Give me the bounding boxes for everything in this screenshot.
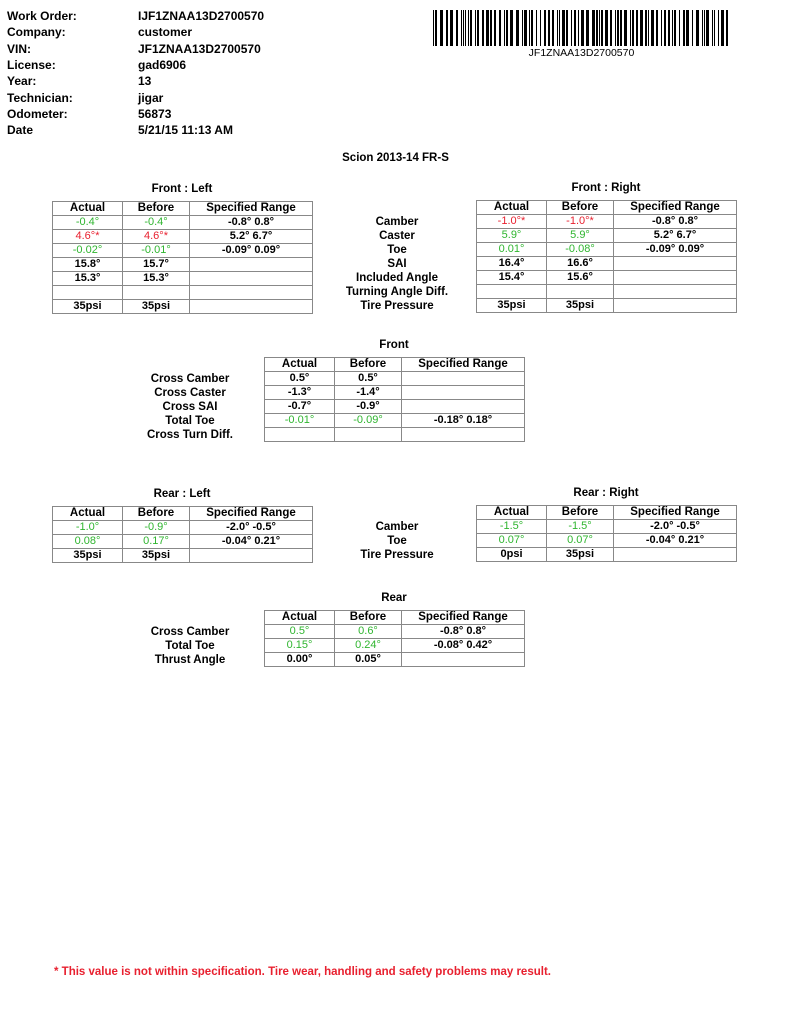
table-row [265, 414, 525, 428]
barcode-bar [632, 10, 634, 46]
range-cell: -0.8° 0.8° [402, 625, 525, 639]
barcode-bar [704, 10, 705, 46]
rear-cross-table [264, 610, 525, 667]
before-cell: -0.01° [123, 244, 190, 258]
actual-cell: 0.08° [53, 535, 123, 549]
barcode-bar [482, 10, 484, 46]
before-cell: 15.6° [547, 271, 614, 285]
before-cell [547, 285, 614, 299]
range-cell [614, 285, 737, 299]
barcode-bar [605, 10, 608, 46]
actual-cell: 4.6°* [53, 230, 123, 244]
range-cell: -2.0° -0.5° [190, 521, 313, 535]
barcode-bar [714, 10, 715, 46]
before-cell: 0.05° [335, 653, 402, 667]
before-cell: -1.5° [547, 520, 614, 534]
barcode-bar [581, 10, 584, 46]
before-cell: 0.24° [335, 639, 402, 653]
header-label: Technician: [7, 90, 73, 105]
measurement-label: Cross Camber [150, 626, 230, 638]
barcode-bar [516, 10, 519, 46]
column-header-range: Specified Range [190, 202, 313, 216]
barcode-bar [566, 10, 568, 46]
header-row-technician [7, 89, 337, 105]
rear-right-title: Rear : Right [573, 487, 639, 499]
before-cell [335, 428, 402, 442]
actual-cell: 15.4° [477, 271, 547, 285]
range-cell [402, 653, 525, 667]
range-cell: -0.04° 0.21° [614, 534, 737, 548]
actual-cell: 0.5° [265, 372, 335, 386]
actual-cell: 0psi [477, 548, 547, 562]
barcode-bar [446, 10, 448, 46]
table-row [53, 535, 313, 549]
barcode-bar [630, 10, 631, 46]
barcode-bar [440, 10, 443, 46]
before-cell: 35psi [123, 549, 190, 563]
before-cell: 35psi [547, 548, 614, 562]
table-row [53, 521, 313, 535]
barcode-bar [524, 10, 527, 46]
header-value: 56873 [138, 106, 172, 121]
range-cell [614, 271, 737, 285]
range-cell [402, 372, 525, 386]
header-label: VIN: [7, 41, 31, 56]
barcode-bar [494, 10, 496, 46]
table-row [265, 625, 525, 639]
table-row [477, 548, 737, 562]
table-row [477, 285, 737, 299]
table-row [477, 215, 737, 229]
header-row-license [7, 57, 337, 73]
barcode-bar [645, 10, 647, 46]
before-cell [123, 286, 190, 300]
table-row [265, 428, 525, 442]
table-row [265, 372, 525, 386]
range-cell [614, 257, 737, 271]
header-label: Date [7, 123, 34, 138]
actual-cell: -1.0° [53, 521, 123, 535]
actual-cell: -1.0°* [477, 215, 547, 229]
barcode-bar [620, 10, 622, 46]
barcode-bar [640, 10, 643, 46]
barcode-bar [721, 10, 724, 46]
table-row [53, 549, 313, 563]
barcode-bar [531, 10, 533, 46]
header-label: Year: [7, 74, 37, 89]
column-header-actual: Actual [477, 201, 547, 215]
header-row-company [7, 24, 337, 40]
barcode-bar [562, 10, 565, 46]
column-header-range: Specified Range [402, 358, 525, 372]
header-value: JF1ZNAA13D2700570 [138, 41, 261, 56]
front-right-title: Front : Right [571, 182, 641, 194]
range-cell: -0.8° 0.8° [190, 216, 313, 230]
header-value: gad6906 [138, 58, 187, 73]
barcode-bar [668, 10, 670, 46]
rear-cross-labels [118, 625, 262, 667]
table-row [53, 258, 313, 272]
range-cell: -2.0° -0.5° [614, 520, 737, 534]
vin-barcode [433, 10, 733, 60]
barcode-bar [706, 10, 709, 46]
actual-cell: 0.07° [477, 534, 547, 548]
measurement-label: Camber [375, 521, 419, 533]
barcode-bar [486, 10, 489, 46]
barcode-bar [477, 10, 479, 46]
barcode-bar [679, 10, 680, 46]
table-row [265, 653, 525, 667]
actual-cell: -1.3° [265, 386, 335, 400]
table-row [53, 244, 313, 258]
before-cell: -0.08° [547, 243, 614, 257]
barcode-text: JF1ZNAA13D2700570 [528, 47, 635, 59]
header-row-year [7, 73, 337, 89]
barcode-bar [718, 10, 719, 46]
column-header-range: Specified Range [614, 201, 737, 215]
barcode-bar [433, 10, 434, 46]
actual-cell: 15.8° [53, 258, 123, 272]
table-row [477, 271, 737, 285]
column-header-before: Before [547, 506, 614, 520]
barcode-bar [692, 10, 693, 46]
range-cell: -0.04° 0.21° [190, 535, 313, 549]
barcode-bar [596, 10, 598, 46]
actual-cell: -0.7° [265, 400, 335, 414]
barcode-bar [536, 10, 537, 46]
actual-cell: 16.4° [477, 257, 547, 271]
actual-cell: -0.4° [53, 216, 123, 230]
measurement-label: Total Toe [165, 415, 215, 427]
measurement-label: Toe [387, 535, 407, 547]
actual-cell: 35psi [477, 299, 547, 313]
barcode-bar [470, 10, 472, 46]
before-cell: -1.0°* [547, 215, 614, 229]
actual-cell: 0.01° [477, 243, 547, 257]
before-cell: 35psi [547, 299, 614, 313]
barcode-bar [504, 10, 505, 46]
actual-cell: -0.02° [53, 244, 123, 258]
column-header-before: Before [547, 201, 614, 215]
barcode-bar [475, 10, 476, 46]
barcode-bar [651, 10, 654, 46]
barcode-bar [648, 10, 649, 46]
barcode-bar [617, 10, 619, 46]
table-row [477, 257, 737, 271]
table-row [477, 534, 737, 548]
range-cell [190, 549, 313, 563]
before-cell: 15.3° [123, 272, 190, 286]
range-cell [402, 400, 525, 414]
rear-measurement-labels [323, 520, 471, 562]
measurement-label: SAI [387, 258, 407, 270]
before-cell: -0.9° [335, 400, 402, 414]
actual-cell: 35psi [53, 300, 123, 314]
table-row [265, 386, 525, 400]
actual-cell: 5.9° [477, 229, 547, 243]
header-label: Odometer: [7, 106, 68, 121]
header-value: 5/21/15 11:13 AM [138, 123, 233, 138]
barcode-bar [552, 10, 554, 46]
actual-cell: 0.5° [265, 625, 335, 639]
measurement-label: Tire Pressure [360, 300, 434, 312]
range-cell [190, 286, 313, 300]
before-cell: 35psi [123, 300, 190, 314]
range-cell: -0.18° 0.18° [402, 414, 525, 428]
barcode-bar [435, 10, 437, 46]
barcode-bar [592, 10, 595, 46]
barcode-bar [578, 10, 579, 46]
barcode-bar [544, 10, 546, 46]
measurement-label: Camber [375, 216, 419, 228]
range-cell: -0.08° 0.42° [402, 639, 525, 653]
header-row-vin [7, 41, 337, 57]
measurement-label: Tire Pressure [360, 549, 434, 561]
before-cell: 4.6°* [123, 230, 190, 244]
before-cell: -0.09° [335, 414, 402, 428]
barcode-bar [540, 10, 541, 46]
header-value: jigar [138, 90, 164, 105]
range-cell [402, 428, 525, 442]
rear-left-table [52, 506, 313, 563]
table-row [477, 520, 737, 534]
table-row [265, 400, 525, 414]
column-header-actual: Actual [53, 507, 123, 521]
barcode-bar [696, 10, 699, 46]
barcode-bar [456, 10, 458, 46]
column-header-before: Before [335, 611, 402, 625]
barcode-bar [702, 10, 703, 46]
header-row-date [7, 122, 337, 138]
barcode-bar [522, 10, 523, 46]
actual-cell [265, 428, 335, 442]
barcode-bar [624, 10, 627, 46]
out-of-spec-footnote: * This value is not within specification. Tire wear, handling and safety problems may result. [54, 966, 551, 978]
before-cell: 0.6° [335, 625, 402, 639]
barcode-bar [661, 10, 662, 46]
column-header-range: Specified Range [402, 611, 525, 625]
measurement-label: Cross Camber [150, 373, 230, 385]
header-row-work-order [7, 8, 337, 24]
table-row [477, 243, 737, 257]
range-cell: -0.09° 0.09° [190, 244, 313, 258]
column-header-actual: Actual [53, 202, 123, 216]
table-row [477, 299, 737, 313]
front-right-table [476, 200, 737, 313]
table-row [53, 230, 313, 244]
front-left-table [52, 201, 313, 314]
barcode-bar [574, 10, 576, 46]
before-cell: 16.6° [547, 257, 614, 271]
actual-cell: 35psi [53, 549, 123, 563]
column-header-before: Before [123, 507, 190, 521]
barcode-bar [490, 10, 492, 46]
before-cell: 0.07° [547, 534, 614, 548]
before-cell: 15.7° [123, 258, 190, 272]
range-cell: -0.8° 0.8° [614, 215, 737, 229]
range-cell [402, 386, 525, 400]
column-header-range: Specified Range [614, 506, 737, 520]
range-cell [614, 299, 737, 313]
barcode-bar [601, 10, 603, 46]
front-left-title: Front : Left [151, 183, 213, 195]
barcode-bar [610, 10, 612, 46]
barcode-bar [615, 10, 616, 46]
column-header-actual: Actual [265, 358, 335, 372]
table-row [53, 272, 313, 286]
actual-cell: 15.3° [53, 272, 123, 286]
before-cell: 5.9° [547, 229, 614, 243]
header-label: License: [7, 58, 56, 73]
barcode-bar [712, 10, 713, 46]
barcode-bar [548, 10, 550, 46]
header-label: Work Order: [7, 9, 77, 24]
barcode-bar [674, 10, 676, 46]
barcode-bar [672, 10, 673, 46]
work-order-header [7, 8, 337, 138]
header-label: Company: [7, 25, 66, 40]
column-header-actual: Actual [265, 611, 335, 625]
barcode-bar [586, 10, 589, 46]
barcode-bar [571, 10, 572, 46]
barcode-bar [499, 10, 501, 46]
barcode-bar [450, 10, 453, 46]
measurement-label: Toe [387, 244, 407, 256]
barcode-bar [506, 10, 508, 46]
range-cell [614, 548, 737, 562]
barcode-bar [468, 10, 469, 46]
header-value: IJF1ZNAA13D2700570 [138, 9, 265, 24]
table-row [265, 639, 525, 653]
barcode-bar [683, 10, 685, 46]
range-cell [190, 300, 313, 314]
barcode-bar [461, 10, 462, 46]
actual-cell [477, 285, 547, 299]
barcode-bar [599, 10, 600, 46]
range-cell [190, 272, 313, 286]
measurement-label: Cross SAI [162, 401, 218, 413]
range-cell [190, 258, 313, 272]
vehicle-title: Scion 2013-14 FR-S [342, 152, 449, 164]
barcode-bar [726, 10, 728, 46]
rear-right-table [476, 505, 737, 562]
before-cell: -0.9° [123, 521, 190, 535]
measurement-label: Turning Angle Diff. [345, 286, 449, 298]
before-cell: -0.4° [123, 216, 190, 230]
column-header-before: Before [123, 202, 190, 216]
rear-cross-title: Rear [381, 592, 407, 604]
actual-cell: 0.00° [265, 653, 335, 667]
barcode-bar [636, 10, 638, 46]
measurement-label: Cross Turn Diff. [146, 429, 234, 441]
rear-left-title: Rear : Left [153, 488, 211, 500]
column-header-actual: Actual [477, 506, 547, 520]
range-cell: 5.2° 6.7° [190, 230, 313, 244]
column-header-range: Specified Range [190, 507, 313, 521]
measurement-label: Caster [379, 230, 415, 242]
before-cell: -1.4° [335, 386, 402, 400]
range-cell: 5.2° 6.7° [614, 229, 737, 243]
actual-cell [53, 286, 123, 300]
measurement-label: Thrust Angle [154, 654, 226, 666]
table-row [53, 216, 313, 230]
before-cell: 0.17° [123, 535, 190, 549]
measurement-label: Total Toe [165, 640, 215, 652]
measurement-label: Included Angle [356, 272, 438, 284]
table-row [53, 300, 313, 314]
barcode-bar [465, 10, 466, 46]
measurement-label: Cross Caster [154, 387, 226, 399]
column-header-before: Before [335, 358, 402, 372]
table-row [53, 286, 313, 300]
actual-cell: -0.01° [265, 414, 335, 428]
actual-cell: 0.15° [265, 639, 335, 653]
barcode-bar [557, 10, 558, 46]
barcode-bar [656, 10, 658, 46]
front-cross-labels [118, 372, 262, 442]
barcode-bar [559, 10, 560, 46]
front-cross-table [264, 357, 525, 442]
before-cell: 0.5° [335, 372, 402, 386]
front-measurement-labels [323, 215, 471, 313]
barcode-bar [463, 10, 464, 46]
barcode-bar [510, 10, 513, 46]
barcode-bar [664, 10, 666, 46]
actual-cell: -1.5° [477, 520, 547, 534]
range-cell: -0.09° 0.09° [614, 243, 737, 257]
table-row [477, 229, 737, 243]
barcode-graphic [433, 10, 730, 46]
header-value: 13 [138, 74, 152, 89]
header-value: customer [138, 25, 193, 40]
barcode-bar [686, 10, 689, 46]
barcode-bar [529, 10, 530, 46]
header-row-odometer [7, 106, 337, 122]
front-cross-title: Front [379, 339, 409, 351]
